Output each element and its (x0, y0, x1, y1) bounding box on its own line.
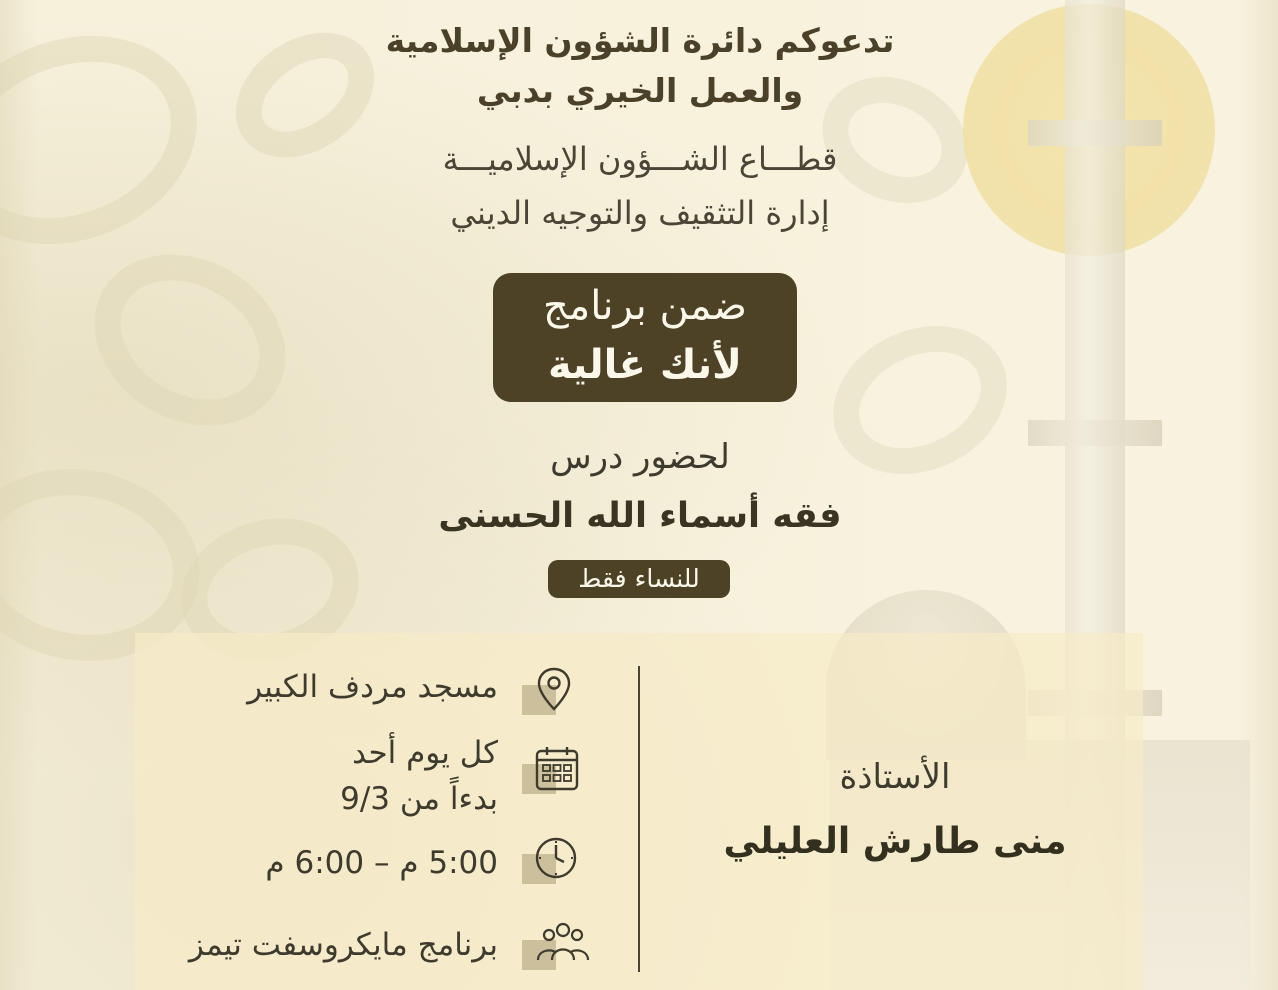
organization-subtitle (380, 132, 900, 240)
calligraphy-ornament (0, 2, 226, 279)
people-group-icon (522, 920, 596, 970)
invitation-line-1: تدعوكم دائرة الشؤون الإسلامية (385, 21, 895, 60)
invitation-heading (340, 16, 940, 116)
time-text: 5:00 م – 6:00 م (265, 845, 498, 881)
program-name: لأنك غالية (548, 342, 742, 388)
audience-badge: للنساء فقط (548, 560, 730, 598)
lesson-title: فقه أسماء الله الحسنى (438, 496, 842, 536)
department-name: إدارة التثقيف والتوجيه الديني (450, 194, 830, 232)
schedule-start: بدءاً من 9/3 (340, 781, 498, 817)
location-pin-icon (522, 665, 588, 715)
location-text: مسجد مردف الكبير (247, 669, 498, 705)
invitation-line-2: والعمل الخيري بدبي (476, 71, 804, 110)
clock-icon (522, 834, 588, 884)
schedule-day: كل يوم أحد (352, 735, 498, 771)
calendar-icon (522, 744, 588, 794)
panel-divider (638, 666, 640, 972)
program-banner (493, 273, 797, 402)
program-intro: ضمن برنامج (542, 283, 748, 329)
teacher-name: منى طارش العليلي (723, 821, 1067, 862)
teacher-role: الأستاذة (839, 757, 951, 797)
calligraphy-ornament (809, 299, 1031, 502)
calligraphy-ornament (63, 221, 316, 460)
platform-text: برنامج مايكروسفت تيمز (188, 927, 498, 963)
schedule-text (78, 730, 498, 822)
sector-name: قطـــاع الشـــؤون الإسلاميـــة (442, 140, 838, 178)
lesson-intro: لحضور درس (550, 437, 730, 477)
